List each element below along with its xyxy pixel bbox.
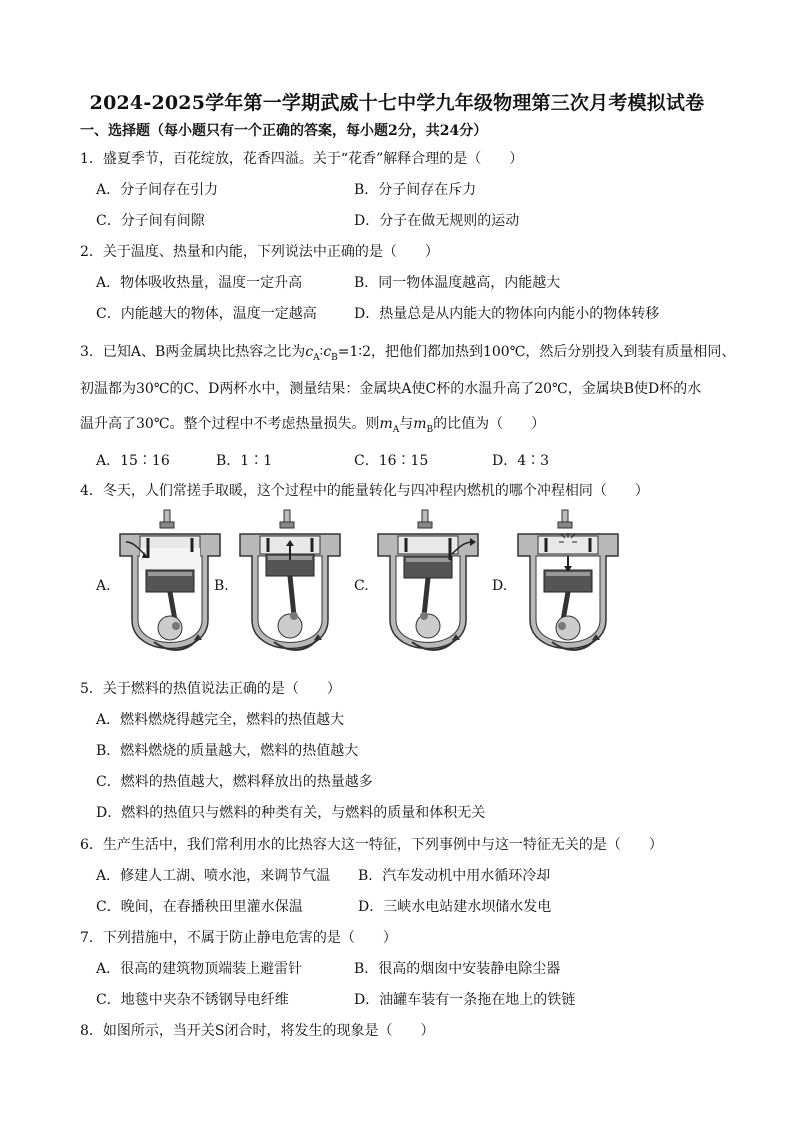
question-6-option-c: C．晚间，在春播秧田里灌水保温 [96,899,303,915]
engine-diagram-b [234,508,346,666]
engine-diagram-a [114,508,226,666]
question-2-option-c: C．内能越大的物体，温度一定越高 [96,306,317,322]
question-1-option-a: A．分子间存在引力 [96,182,219,198]
question-1-option-c: C．分子间有间隙 [96,213,205,229]
question-7-stem: 7．下列措施中，不属于防止静电危害的是（ ） [80,930,397,946]
power-stroke-icon [512,508,624,666]
question-5-option-a: A．燃料燃烧得越完全，燃料的热值越大 [96,712,345,728]
question-7-option-d: D．油罐车装有一条拖在地上的铁链 [354,992,576,1008]
question-3-option-a: A．15∶16 [96,453,170,469]
engine-diagram-d [512,508,624,666]
page-title: 2024-2025学年第一学期武威十七中学九年级物理第三次月考模拟试卷 [89,92,705,114]
mass-subscript-a: A [392,424,400,435]
question-2-option-a: A．物体吸收热量，温度一定升高 [96,275,303,291]
question-5-option-d: D．燃料的热值只与燃料的种类有关，与燃料的质量和体积无关 [96,805,486,821]
engine-diagram-c [372,508,484,666]
question-6-option-b: B．汽车发动机中用水循环冷却 [358,868,551,884]
ratio-value: =1∶2 [337,344,371,360]
question-3-with: 与 [399,416,414,432]
mass-symbol-a: m [379,416,393,432]
subscript-a: A [313,352,320,363]
question-3-option-c: C．16∶15 [354,453,429,469]
question-1-option-d: D．分子在做无规则的运动 [354,213,520,229]
question-5-option-b: B．燃料燃烧的质量越大，燃料的热值越大 [96,743,359,759]
question-8-stem: 8．如图所示，当开关S闭合时，将发生的现象是（ ） [80,1023,435,1039]
question-6-option-d: D．三峡水电站建水坝储水发电 [358,899,552,915]
question-3-option-d: D．4∶3 [492,453,550,469]
question-3-line-1 [80,341,735,363]
mass-symbol-b: m [413,416,427,432]
compression-stroke-icon [234,508,346,666]
exhaust-stroke-icon [372,508,484,666]
question-6-stem: 6．生产生活中，我们常利用水的比热容大这一特征，下列事例中与这一特征无关的是（ ） [80,837,663,853]
intake-stroke-icon [114,508,226,666]
specific-heat-symbol-a: c [305,344,314,360]
question-7-option-a: A．很高的建筑物顶端装上避雷针 [96,961,303,977]
question-2-stem: 2．关于温度、热量和内能，下列说法中正确的是（ ） [80,244,439,260]
question-6-option-a: A．修建人工湖、喷水池，来调节气温 [96,868,331,884]
question-3-text-b: ，把他们都加热到100℃，然后分别投入到装有质量相同、 [370,344,736,360]
question-4-option-c: C. [354,578,369,594]
question-4-stem: 4．冬天，人们常搓手取暖，这个过程中的能量转化与四冲程内燃机的哪个冲程相同（ ） [80,483,649,499]
question-1-stem: 1．盛夏季节，百花绽放，花香四溢。关于“花香”解释合理的是（ ） [80,151,524,167]
specific-heat-symbol-b: c [323,344,332,360]
section-heading: 一、选择题（每小题只有一个正确的答案，每小题2分，共24分） [80,123,488,139]
subscript-b: B [331,352,338,363]
question-3-text-a: 3．已知A、B两金属块比热容之比为 [80,344,306,360]
mass-subscript-b: B [426,424,434,435]
question-7-option-c: C．地毯中夹杂不锈钢导电纤维 [96,992,289,1008]
question-3-option-b: B．1∶1 [216,453,273,469]
question-7-option-b: B．很高的烟囱中安装静电除尘器 [354,961,561,977]
question-4-option-d: D. [492,578,508,594]
question-3-text-c: 温升高了30℃。整个过程中不考虑热量损失。则 [80,416,380,432]
question-4-option-b: B. [214,578,229,594]
question-5-stem: 5．关于燃料的热值说法正确的是（ ） [80,681,341,697]
question-3-line-3 [80,413,545,435]
ratio-colon: ∶ [319,344,324,360]
question-4-option-a: A. [96,578,111,594]
question-2-option-d: D．热量总是从内能大的物体向内能小的物体转移 [354,306,660,322]
question-3-line-2: 初温都为30℃的C、D两杯水中，测量结果：金属块A使C杯的水温升高了20℃，金属块B使D杯的水 [80,381,702,397]
question-1-option-b: B．分子间存在斥力 [354,182,477,198]
question-5-option-c: C．燃料的热值越大，燃料释放出的热量越多 [96,774,373,790]
question-2-option-b: B．同一物体温度越高，内能越大 [354,275,561,291]
question-3-text-d: 的比值为（ ） [433,416,546,432]
